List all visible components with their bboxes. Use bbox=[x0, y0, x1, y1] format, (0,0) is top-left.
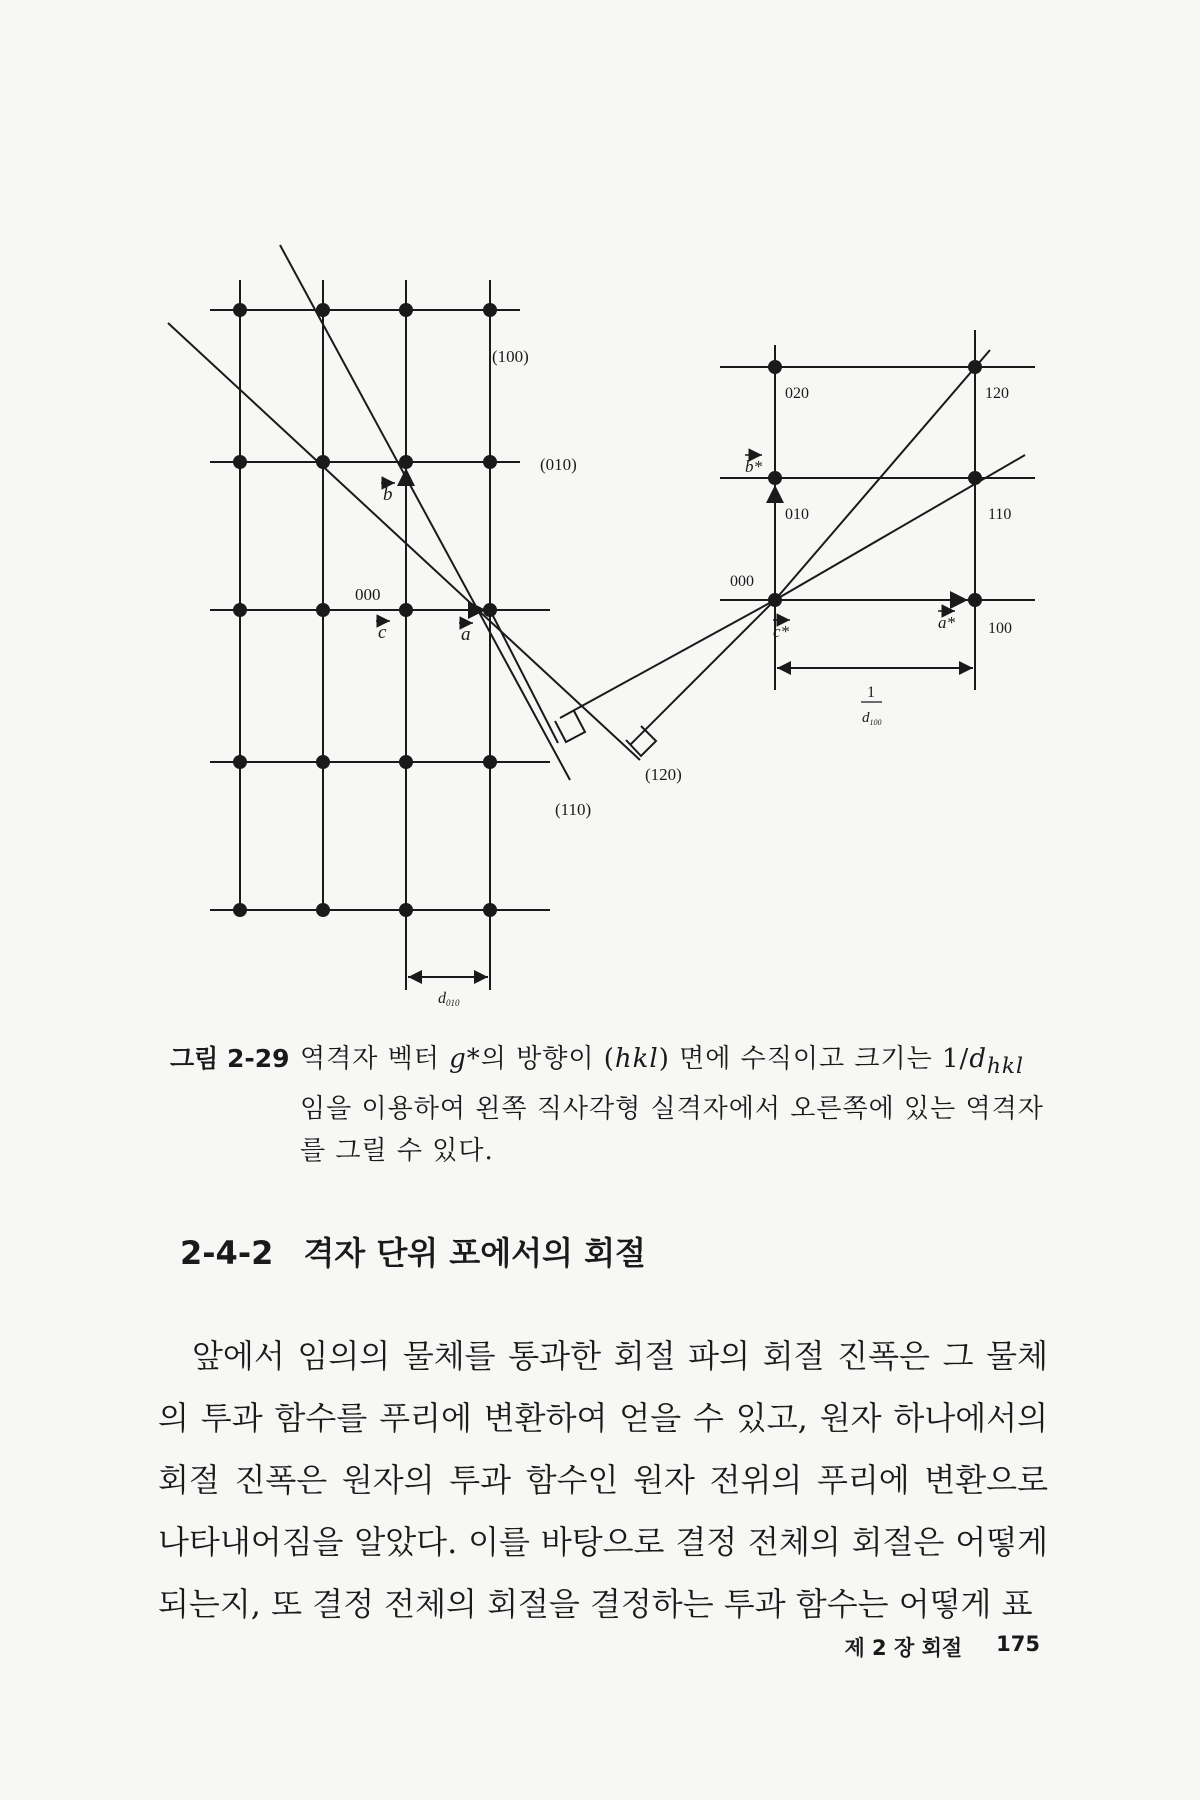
vector-c-star-label bbox=[773, 620, 790, 641]
lattice-point bbox=[399, 303, 413, 317]
caption-part: *의 방향이 ( bbox=[466, 1044, 615, 1074]
spacing-d100-label: $d_{100}$ bbox=[862, 710, 882, 727]
reciprocal-lattice bbox=[490, 330, 1035, 756]
vector-b-label bbox=[381, 483, 395, 505]
spacing-d100-numerator: 1 bbox=[867, 684, 875, 701]
lattice-point bbox=[316, 603, 330, 617]
figure-caption bbox=[170, 1038, 1050, 1172]
caption-part: 임을 이용하여 왼쪽 직사각형 실격자에서 오른쪽에 있는 역격자를 그릴 수 있다. bbox=[300, 1094, 1044, 1167]
plane-label-100: (100) bbox=[492, 347, 529, 366]
body-paragraph: 앞에서 임의의 물체를 통과한 회절 파의 회절 진폭은 그 물체의 투과 함수를 푸리에 변환하여 얻을 수 있고, 원자 하나에서의 회절 진폭은 원자의 투과 함수인 원자 전위의 푸리에 변환으로 나타내어짐을 알았다. 이를 바탕으로 결정 전체의 회절은 어떻게 되는지, 또 결정 전체의 회절을 결정하는 투과 함수는 어떻게 표 bbox=[158, 1337, 1048, 1623]
vector-b-symbol: b bbox=[383, 484, 393, 505]
reciprocal-point bbox=[968, 360, 982, 374]
lattice-point bbox=[316, 755, 330, 769]
reciprocal-label-000: 000 bbox=[730, 573, 754, 590]
plane-label-120: (120) bbox=[645, 765, 682, 784]
chapter-title: 제 2 장 회절 bbox=[844, 1636, 963, 1660]
vector-b-star-label bbox=[745, 455, 763, 476]
caption-part: 역격자 벡터 bbox=[300, 1044, 450, 1074]
plane-label-010: (010) bbox=[540, 455, 577, 474]
right-angle-marker bbox=[555, 711, 585, 742]
connector-120-line bbox=[630, 600, 775, 745]
vector-c-symbol: c bbox=[378, 622, 387, 643]
lattice-point bbox=[399, 455, 413, 469]
lattice-point bbox=[399, 755, 413, 769]
page-number: 175 bbox=[996, 1632, 1040, 1656]
lattice-point bbox=[483, 303, 497, 317]
connector-110-line bbox=[560, 600, 775, 718]
reciprocal-label-110: 110 bbox=[988, 506, 1012, 523]
lattice-point bbox=[316, 303, 330, 317]
lattice-point bbox=[316, 455, 330, 469]
lattice-point bbox=[233, 303, 247, 317]
vector-b-star-symbol: b* bbox=[745, 457, 762, 476]
lattice-point bbox=[233, 455, 247, 469]
vector-a-star-label bbox=[938, 611, 956, 632]
vector-c-star-symbol: c* bbox=[773, 622, 790, 641]
figure-number: 그림 2-29 bbox=[170, 1044, 290, 1073]
caption-part: ) 면에 수직이고 크기는 1/ bbox=[658, 1044, 970, 1074]
section-title: 격자 단위 포에서의 회절 bbox=[303, 1234, 646, 1272]
section-number: 2-4-2 bbox=[180, 1234, 274, 1272]
vector-c-label bbox=[376, 621, 390, 643]
lattice-point bbox=[233, 603, 247, 617]
lattice-point bbox=[483, 903, 497, 917]
plane-label-110: (110) bbox=[555, 800, 592, 819]
lattice-point bbox=[316, 903, 330, 917]
reciprocal-label-120: 120 bbox=[985, 385, 1009, 402]
caption-g-symbol: g bbox=[449, 1044, 467, 1074]
plane-110-extension bbox=[490, 610, 558, 743]
reciprocal-point bbox=[768, 471, 782, 485]
caption-d-subscript: hkl bbox=[986, 1054, 1024, 1080]
page-footer bbox=[844, 1632, 1040, 1662]
caption-hkl: hkl bbox=[614, 1044, 659, 1074]
lattice-point bbox=[233, 903, 247, 917]
origin-label: 000 bbox=[355, 585, 381, 604]
spacing-d010-label: d010 bbox=[438, 990, 460, 1008]
lattice-point bbox=[233, 755, 247, 769]
lattice-point bbox=[483, 455, 497, 469]
vector-a-label bbox=[459, 623, 473, 645]
lattice-point bbox=[483, 755, 497, 769]
vector-a-symbol: a bbox=[461, 624, 471, 645]
reciprocal-point bbox=[968, 471, 982, 485]
lattice-point bbox=[399, 903, 413, 917]
caption-d-symbol: d bbox=[969, 1044, 987, 1074]
section-heading bbox=[180, 1228, 646, 1274]
reciprocal-label-100: 100 bbox=[988, 620, 1012, 637]
caption-text bbox=[300, 1038, 1050, 1172]
reciprocal-point bbox=[768, 360, 782, 374]
reciprocal-g110-line bbox=[775, 455, 1025, 600]
reciprocal-point bbox=[968, 593, 982, 607]
vector-a-star-symbol: a* bbox=[938, 613, 955, 632]
reciprocal-label-020: 020 bbox=[785, 385, 809, 402]
real-lattice bbox=[168, 245, 640, 990]
reciprocal-label-010: 010 bbox=[785, 506, 809, 523]
plane-120-line bbox=[168, 323, 640, 760]
